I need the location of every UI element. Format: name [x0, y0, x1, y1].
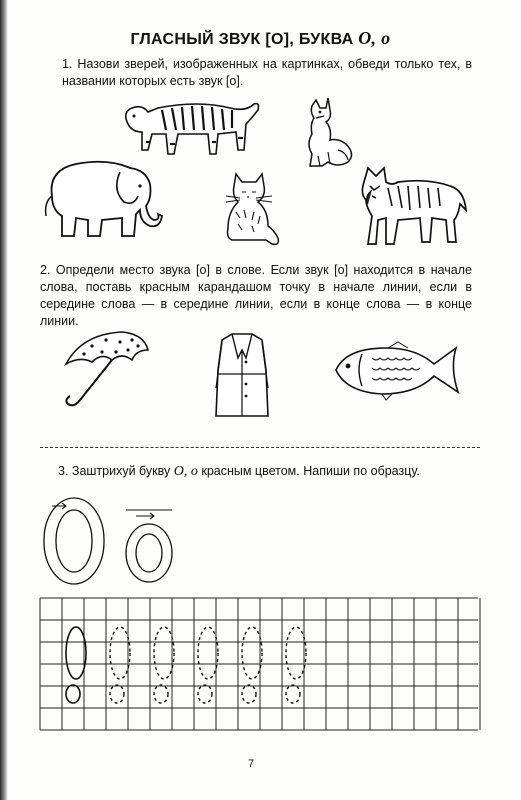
sample-letters: [42, 496, 192, 586]
sample-small-o: [66, 685, 80, 703]
wolf-picture: [358, 160, 468, 250]
title-main: ГЛАСНЫЙ ЗВУК [О], БУКВА: [130, 31, 354, 48]
dotted-small-o: [242, 685, 256, 703]
task1-text: 1. Назови зверей, изображенных на картинках, обведи только тех, в названии которых есть звук [о].: [62, 57, 472, 88]
dotted-big-o: [286, 627, 306, 679]
task3-text: [58, 463, 478, 480]
task3-text-a: 3. Заштрихуй букву: [58, 464, 171, 478]
title-letters: О, о: [358, 28, 391, 48]
dotted-small-o: [198, 685, 212, 703]
fish-picture: [332, 340, 462, 402]
page-binding-edge: [0, 0, 8, 800]
coat-picture: [212, 330, 272, 422]
dotted-big-o: [198, 627, 218, 679]
fox-picture: [298, 94, 358, 174]
dotted-small-o: [154, 685, 168, 703]
elephant-picture: [42, 156, 162, 244]
dotted-small-o: [110, 685, 124, 703]
dotted-small-o: [286, 685, 300, 703]
task3-text-b: красным цветом. Напиши по образцу.: [201, 464, 420, 478]
tiger-picture: [118, 94, 263, 164]
task2-text: 2. Определи место звука [о] в слове. Если звук [о] находится в начале слова, поставь красным карандашом точку в начале линии, если в середине слова — в середине линии, если в конце слова — в конце линии.: [40, 263, 472, 328]
page-number: 7: [248, 758, 255, 770]
dotted-big-o: [154, 627, 174, 679]
umbrella-picture: [62, 330, 152, 412]
section-divider: [40, 447, 480, 448]
dotted-big-o: [110, 627, 130, 679]
writing-grid[interactable]: [40, 598, 480, 734]
sample-big-o: [66, 627, 86, 679]
cat-picture: [218, 168, 288, 248]
task3-letters: О, о: [173, 464, 198, 479]
dotted-big-o: [242, 627, 262, 679]
page-title: [0, 28, 521, 49]
